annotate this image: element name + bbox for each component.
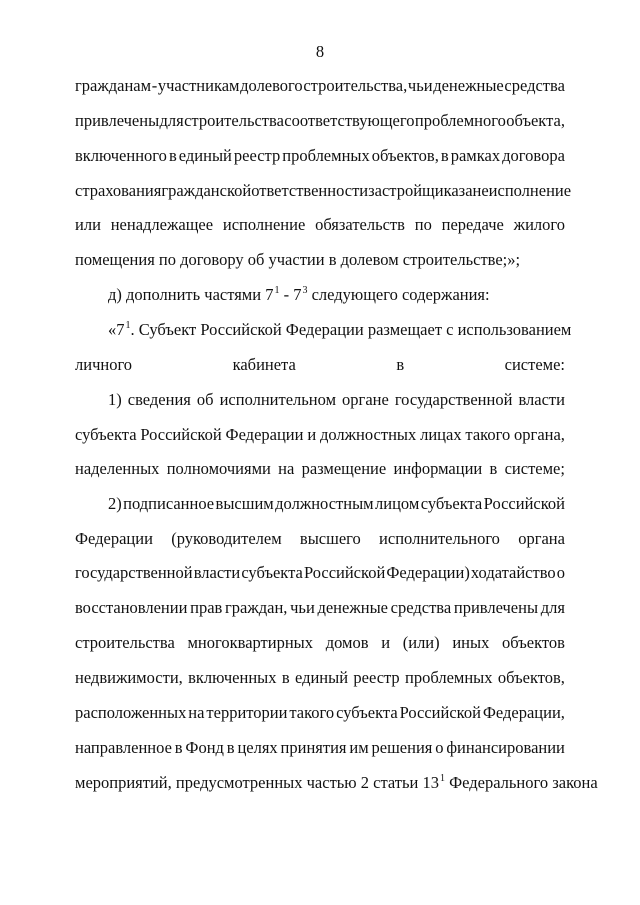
word: размещение (301, 459, 387, 478)
word: лицах (420, 425, 462, 444)
part-text: . Субъект Российской Федерации размещает с использованием (130, 320, 572, 339)
word: гражданской (161, 181, 252, 200)
word: принятия (280, 738, 347, 757)
word: объектов, (497, 668, 565, 687)
word: жилого (513, 215, 565, 234)
word: и (307, 425, 317, 444)
word: домов (325, 633, 369, 652)
word: направленное (75, 738, 172, 757)
word: объектов (502, 633, 565, 652)
superscript: 1 (439, 773, 445, 784)
part-prefix: «7 (108, 320, 125, 339)
word: органе (342, 390, 389, 409)
word: недвижимости, (75, 668, 183, 687)
word: Российской (399, 703, 481, 722)
list-item-line (75, 703, 565, 723)
word: иных (452, 633, 490, 652)
paragraph-line (75, 215, 565, 235)
word: подписанное (123, 494, 215, 513)
word: Федерации (225, 425, 304, 444)
word: ходатайство (470, 563, 556, 582)
word: финансировании (446, 738, 565, 757)
list-item-line (75, 738, 565, 758)
word: (или) (402, 633, 440, 652)
word: целях (237, 738, 278, 757)
superscript: 3 (302, 285, 308, 296)
word: за (458, 181, 473, 200)
word: ненадлежащее (110, 215, 214, 234)
word: полномочиями (166, 459, 271, 478)
word: Российской (483, 494, 565, 513)
word: в (396, 355, 405, 374)
word: обязательств (315, 215, 405, 234)
word: объектов, (371, 146, 439, 165)
word: власти (518, 390, 565, 409)
word: государственной (394, 390, 513, 409)
word: органа (518, 529, 565, 548)
word: субъекта (75, 425, 137, 444)
word: неисполнение (472, 181, 572, 200)
word: кабинета (232, 355, 296, 374)
word: проблемного (414, 111, 506, 130)
paragraph-line (75, 76, 565, 96)
amendment-text-before: д) дополнить частями 7 (108, 285, 274, 304)
word: средства (504, 76, 565, 95)
word: им (349, 738, 369, 757)
word: единый (178, 146, 232, 165)
word: в (489, 459, 498, 478)
word: проблемных (405, 668, 493, 687)
list-item-line-last (75, 773, 598, 796)
word: и (381, 633, 391, 652)
word: восстановлении (75, 598, 188, 617)
paragraph-line-last: помещения по договору об участии в долевом строительстве;»; (75, 250, 521, 269)
list-item-line (108, 494, 565, 514)
word: включенного (75, 146, 167, 165)
amendment-paragraph (108, 285, 565, 308)
word: территории (206, 703, 288, 722)
word: государственной (75, 563, 193, 582)
word: реестр (353, 668, 400, 687)
word: субъекта (241, 563, 303, 582)
word: граждан, (225, 598, 288, 617)
last-line-after: Федерального закона (444, 773, 598, 792)
word: денежные (317, 598, 388, 617)
word: информации (393, 459, 483, 478)
word: на (278, 459, 295, 478)
word: на (188, 703, 205, 722)
word: реестр (233, 146, 281, 165)
word: исполнительного (379, 529, 500, 548)
word: исполнение (222, 215, 306, 234)
word: прав (190, 598, 223, 617)
word: строительства, (303, 76, 408, 95)
word: 1) (108, 390, 122, 409)
last-line-before: мероприятий, предусмотренных частью 2 статьи 13 (75, 773, 439, 792)
word: застройщика (368, 181, 459, 200)
word: участникам (157, 76, 240, 95)
word: личного (75, 355, 133, 374)
list-item-line (75, 529, 565, 549)
word: проблемных (282, 146, 370, 165)
word: о (435, 738, 444, 757)
word: страхования (75, 181, 162, 200)
word: привлечены (453, 598, 539, 617)
word: об (196, 390, 214, 409)
paragraph-line (75, 111, 565, 131)
word: в (281, 668, 290, 687)
list-item-line (75, 425, 565, 445)
list-item-line (108, 390, 565, 410)
list-item-line (75, 459, 565, 479)
word: Федерации, (482, 703, 565, 722)
word: высшим (215, 494, 274, 513)
word: должностных (320, 425, 417, 444)
word: должностным (275, 494, 374, 513)
word: средства (390, 598, 452, 617)
word: гражданам (75, 76, 152, 95)
word: в (174, 738, 183, 757)
word: Федерации (75, 529, 153, 548)
word: Российской (303, 563, 386, 582)
word: единый (294, 668, 349, 687)
list-item-line (75, 563, 565, 583)
amendment-text-after: следующего содержания: (307, 285, 490, 304)
word: для (159, 111, 184, 130)
superscript: 1 (274, 285, 280, 296)
word: такого (465, 425, 511, 444)
word: в (440, 146, 449, 165)
word: - (151, 76, 158, 95)
word: включенных (188, 668, 277, 687)
word: субъекта (420, 494, 483, 513)
word: соответствующего (284, 111, 415, 130)
word: высшего (299, 529, 361, 548)
word: системе; (504, 459, 565, 478)
word: субъекта (336, 703, 398, 722)
word: о (556, 563, 565, 582)
word: привлечены (75, 111, 160, 130)
amendment-dash: - 7 (279, 285, 302, 304)
word: наделенных (75, 459, 160, 478)
paragraph-line (75, 355, 565, 375)
paragraph-line (75, 146, 565, 166)
word: ответственности (251, 181, 369, 200)
word: лицом (375, 494, 420, 513)
word: системе: (504, 355, 565, 374)
word: Российской (140, 425, 222, 444)
word: Федерации) (386, 563, 470, 582)
word: строительства (75, 633, 175, 652)
superscript: 1 (125, 320, 131, 331)
word: такого (289, 703, 335, 722)
word: сведения (127, 390, 191, 409)
word: исполнительном (219, 390, 337, 409)
word: многоквартирных (187, 633, 314, 652)
word: (руководителем (171, 529, 282, 548)
word: строительства (184, 111, 284, 130)
word: Фонд (185, 738, 224, 757)
word: объекта, (506, 111, 565, 130)
page-number: 8 (315, 42, 325, 61)
word: для (540, 598, 565, 617)
word: органа, (514, 425, 565, 444)
part-7-1-line (108, 320, 572, 343)
word: расположенных (75, 703, 187, 722)
word: или (75, 215, 101, 234)
word: власти (193, 563, 241, 582)
word: денежные (433, 76, 504, 95)
word: договора (502, 146, 565, 165)
list-item-line (75, 633, 565, 653)
word: по (414, 215, 432, 234)
word: в (226, 738, 235, 757)
word: долевого (240, 76, 303, 95)
list-item-line (75, 598, 565, 618)
word: передаче (441, 215, 504, 234)
word: рамках (450, 146, 501, 165)
word: в (168, 146, 177, 165)
word: 2) (108, 494, 122, 513)
word: решения (371, 738, 433, 757)
paragraph-line (75, 181, 572, 201)
word: чьи (407, 76, 433, 95)
list-item-line (75, 668, 565, 688)
word: чьи (290, 598, 315, 617)
